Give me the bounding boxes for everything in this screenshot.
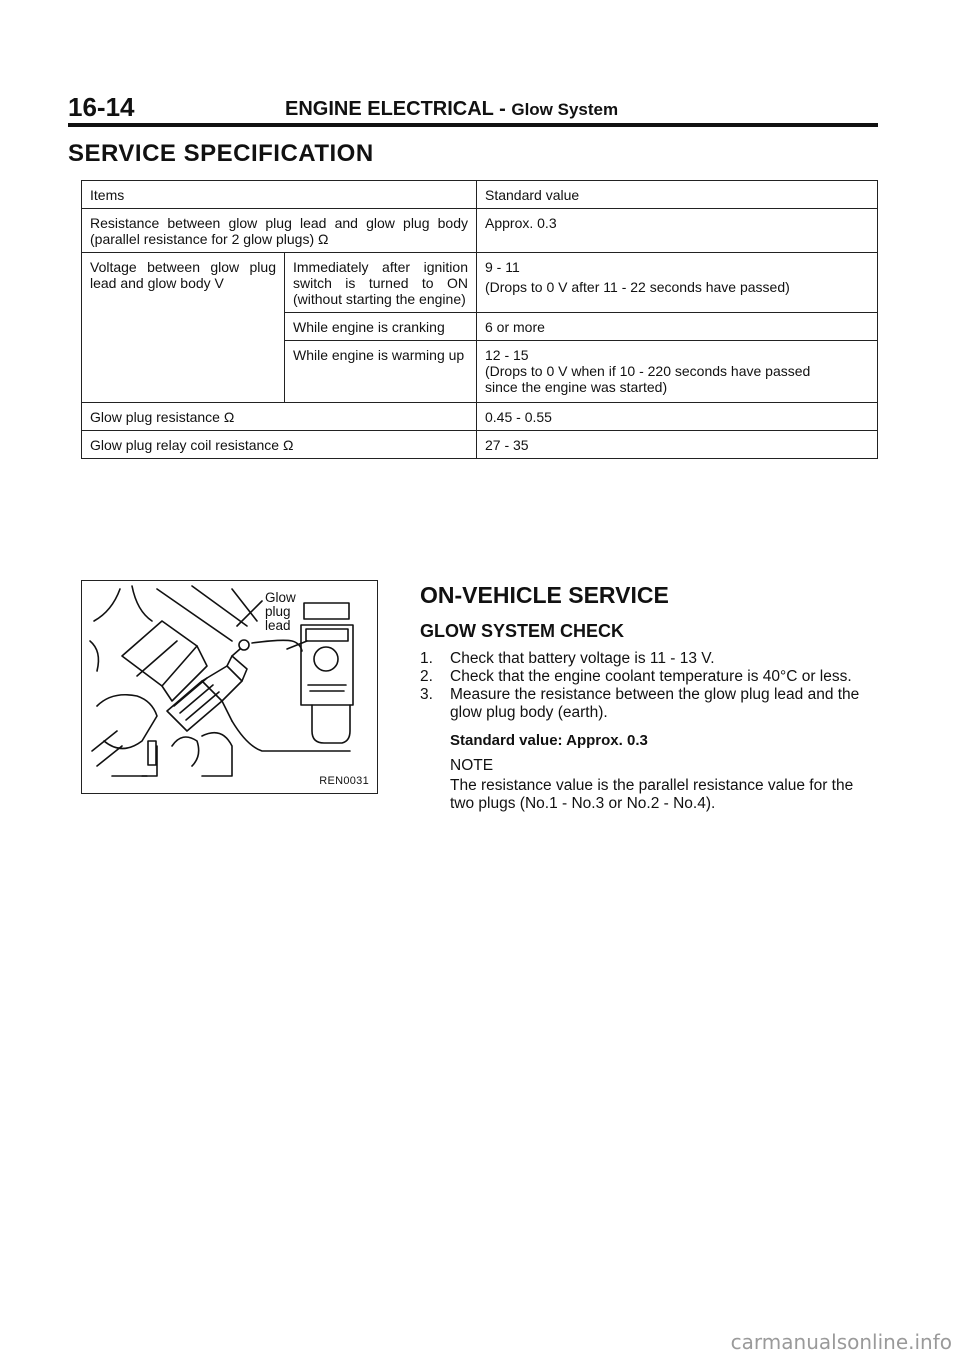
table-row — [82, 253, 878, 313]
label-line: lead — [265, 618, 291, 633]
table-cell-condition: While engine is warming up — [285, 341, 477, 403]
on-vehicle-title: ON-VEHICLE SERVICE — [420, 582, 669, 608]
table-cell-value: Approx. 0.3 — [477, 209, 878, 253]
table-cell-value — [477, 253, 878, 313]
step-number: 1. — [420, 650, 433, 667]
table-cell-value: 6 or more — [477, 313, 878, 341]
page-number: 16-14 — [68, 92, 135, 122]
glow-plug-lead-label — [265, 591, 296, 633]
item-text-line: Resistance between glow plug lead and glow plug body — [90, 215, 468, 231]
table-cell-condition — [285, 253, 477, 313]
figure-code: REN0031 — [319, 775, 369, 787]
table-cell-condition: While engine is cranking — [285, 313, 477, 341]
step-number: 2. — [420, 668, 433, 685]
table-cell-item: Glow plug resistance Ω — [82, 403, 477, 431]
label-line: Glow — [265, 590, 296, 605]
value-text-line: (Drops to 0 V when if 10 - 220 seconds have passed — [485, 363, 811, 379]
header-title — [285, 98, 618, 121]
label-line: plug — [265, 604, 291, 619]
list-item — [420, 650, 880, 668]
watermark: carmanualsonline.info — [730, 1330, 952, 1354]
value-text-line: since the engine was started) — [485, 379, 668, 395]
item-text-line: Voltage between glow plug — [90, 259, 276, 275]
table-row — [82, 209, 878, 253]
table-header-row — [82, 181, 878, 209]
item-text-line: (parallel resistance for 2 glow plugs) Ω — [90, 231, 329, 247]
condition-text-line: switch is turned to ON — [293, 275, 468, 291]
on-vehicle-service-section — [420, 582, 880, 813]
condition-text-line: Immediately after ignition — [293, 259, 468, 275]
table-cell-item — [82, 209, 477, 253]
value-text-line: (Drops to 0 V after 11 - 22 seconds have passed) — [485, 279, 790, 295]
col-header-items: Items — [82, 181, 477, 209]
step-text: Check that battery voltage is 11 - 13 V. — [450, 650, 715, 667]
header-separator: - — [499, 98, 506, 120]
table-row — [82, 403, 878, 431]
section-title: SERVICE SPECIFICATION — [68, 140, 374, 167]
condition-text-line: (without starting the engine) — [293, 291, 466, 307]
table-row — [82, 431, 878, 459]
standard-value: Standard value: Approx. 0.3 — [450, 732, 648, 749]
check-steps-list — [420, 650, 880, 722]
glow-plug-measurement-figure — [81, 580, 378, 794]
header-title-main: ENGINE ELECTRICAL — [285, 98, 494, 120]
glow-system-check-title: GLOW SYSTEM CHECK — [420, 621, 625, 641]
note-text: The resistance value is the parallel resistance value for the two plugs (No.1 - No.3 or No.2 - No.4). — [450, 777, 854, 812]
table-cell-value: 0.45 - 0.55 — [477, 403, 878, 431]
table-cell-value — [477, 341, 878, 403]
value-text-line: 9 - 11 — [485, 259, 520, 275]
table-cell-value: 27 - 35 — [477, 431, 878, 459]
step-number: 3. — [420, 686, 433, 703]
col-header-value: Standard value — [477, 181, 878, 209]
header-subtitle: Glow System — [511, 100, 619, 119]
table-cell-item: Glow plug relay coil resistance Ω — [82, 431, 477, 459]
list-item — [420, 668, 880, 686]
value-text-line: 12 - 15 — [485, 347, 529, 363]
note-heading: NOTE — [450, 757, 494, 774]
engine-multimeter-illustration — [82, 581, 377, 793]
step-text: Check that the engine coolant temperature is 40°C or less. — [450, 668, 852, 685]
service-spec-table — [81, 180, 878, 459]
item-text-line: lead and glow body V — [90, 275, 224, 291]
header-rule — [68, 123, 878, 127]
list-item — [420, 686, 880, 722]
step-text: Measure the resistance between the glow plug lead and the glow plug body (earth). — [450, 686, 860, 721]
table-cell-item — [82, 253, 285, 403]
